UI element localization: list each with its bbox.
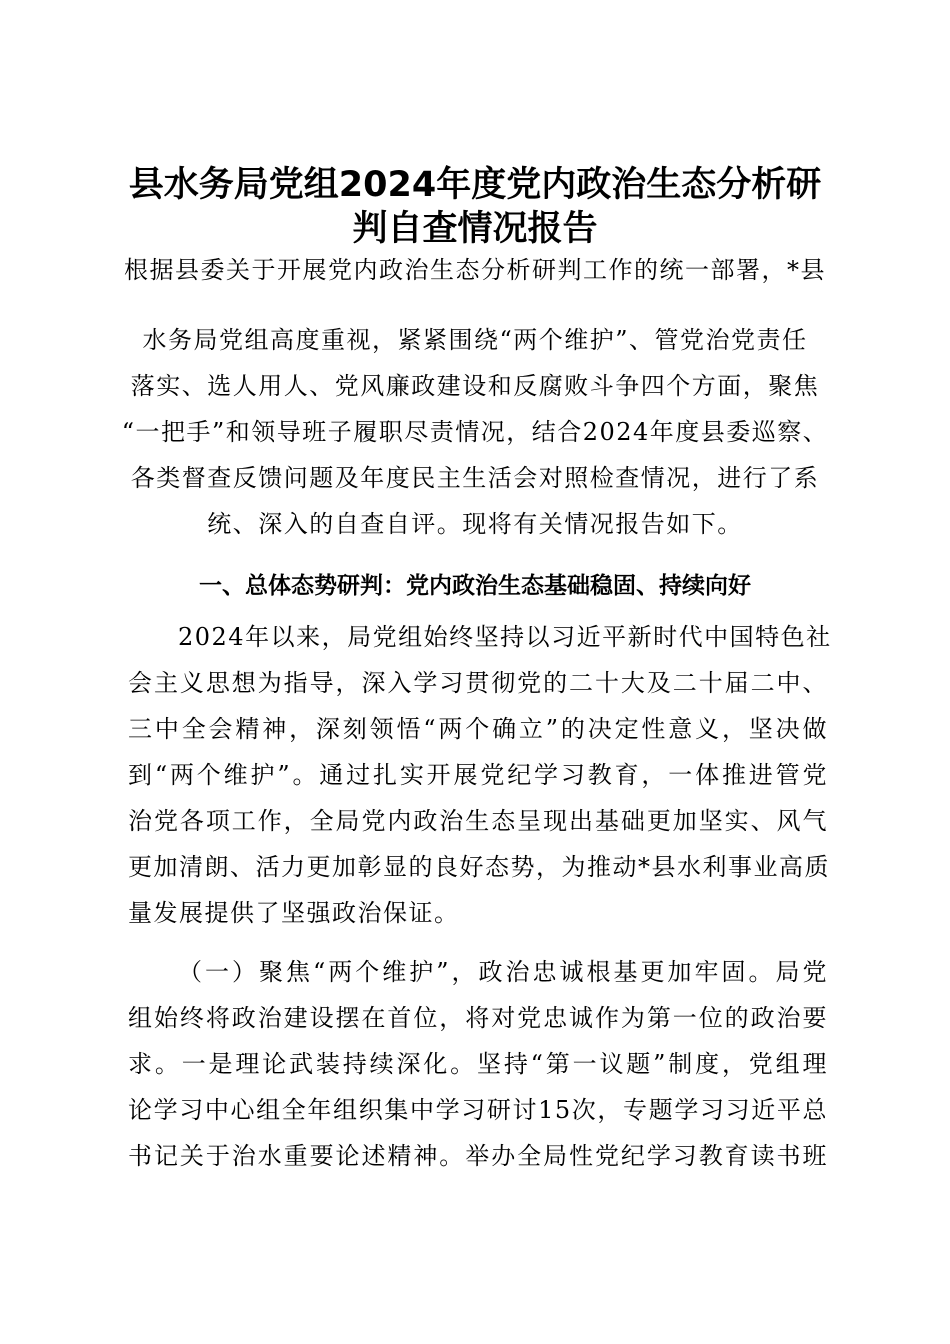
paragraph-line: 2024年以来，局党组始终坚持以习近平新时代中国特色社	[178, 623, 832, 651]
section-heading: 一、总体态势研判：党内政治生态基础稳固、持续向好	[199, 573, 751, 599]
document-title-line-1: 县水务局党组2024年度党内政治生态分析研	[128, 165, 822, 205]
intro-line: 落实、选人用人、党风廉政建设和反腐败斗争四个方面，聚焦	[130, 372, 820, 400]
paragraph-line: 书记关于治水重要论述精神。举办全局性党纪学习教育读书班	[128, 1142, 828, 1170]
paragraph-line: 论学习中心组全年组织集中学习研讨15次，专题学习习近平总	[128, 1096, 828, 1124]
paragraph-line: 会主义思想为指导，深入学习贯彻党的二十大及二十届二中、	[128, 669, 828, 697]
intro-line: 各类督查反馈问题及年度民主生活会对照检查情况，进行了系	[130, 464, 820, 492]
intro-line: “一把手”和领导班子履职尽责情况，结合2024年度县委巡察、	[121, 418, 829, 446]
document-title-line-2: 判自查情况报告	[352, 209, 598, 249]
paragraph-line: 到“两个维护”。通过扎实开展党纪学习教育，一体推进管党	[128, 761, 828, 789]
paragraph-line: 量发展提供了坚强政治保证。	[128, 899, 460, 927]
intro-line: 统、深入的自查自评。现将有关情况报告如下。	[207, 510, 743, 538]
paragraph-line: （一）聚焦“两个维护”，政治忠诚根基更加牢固。局党	[178, 958, 828, 986]
paragraph-line: 求。一是理论武装持续深化。坚持“第一议题”制度，党组理	[128, 1050, 828, 1078]
intro-line: 根据县委关于开展党内政治生态分析研判工作的统一部署，*县	[124, 256, 826, 284]
paragraph-line: 更加清朗、活力更加彰显的良好态势，为推动*县水利事业高质	[128, 853, 830, 881]
paragraph-line: 三中全会精神，深刻领悟“两个确立”的决定性意义，坚决做	[128, 715, 828, 743]
paragraph-line: 组始终将政治建设摆在首位，将对党忠诚作为第一位的政治要	[128, 1004, 828, 1032]
intro-line: 水务局党组高度重视，紧紧围绕“两个维护”、管党治党责任	[142, 326, 808, 354]
paragraph-line: 治党各项工作，全局党内政治生态呈现出基础更加坚实、风气	[128, 807, 828, 835]
